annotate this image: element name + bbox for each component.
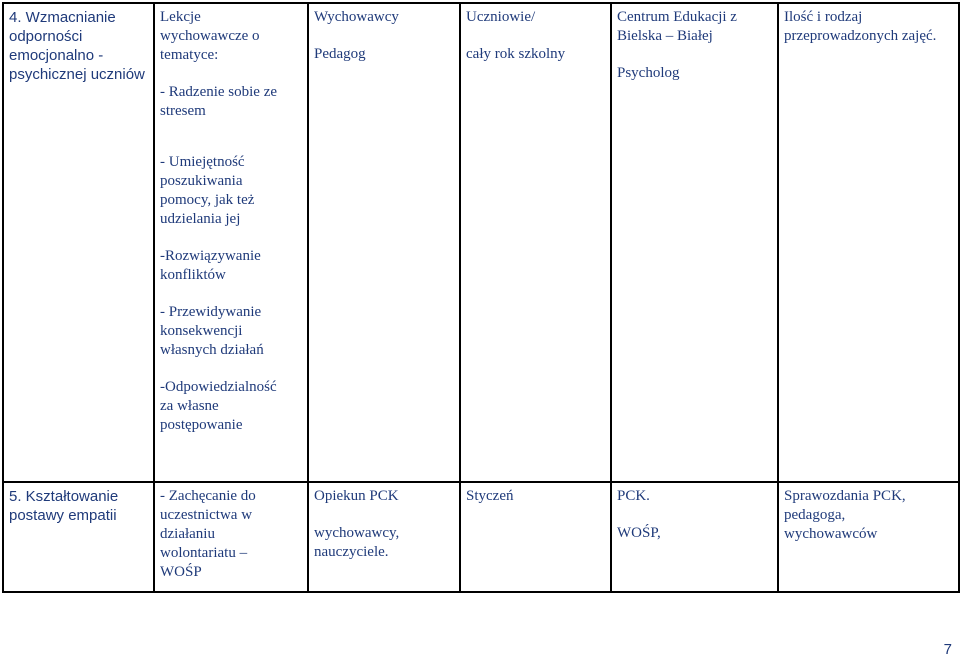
text-line: - Radzenie sobie ze bbox=[160, 84, 278, 100]
text-line: za własne bbox=[160, 398, 219, 414]
text-line: postępowanie bbox=[160, 417, 243, 433]
text-line: pedagoga, bbox=[784, 507, 846, 523]
text-line: udzielania jej bbox=[160, 211, 241, 227]
text-line: działaniu bbox=[160, 526, 215, 542]
activities-cell bbox=[154, 3, 308, 482]
target-term-cell bbox=[460, 3, 611, 482]
text-line: psychicznej uczniów bbox=[9, 66, 145, 83]
responsible-cell bbox=[308, 3, 460, 482]
text-line: Psycholog bbox=[617, 65, 680, 81]
text-line: odporności bbox=[9, 28, 83, 45]
text-line: Centrum Edukacji z bbox=[617, 9, 737, 25]
text-line: własnych działań bbox=[160, 342, 264, 358]
table-row bbox=[3, 482, 959, 592]
text-line: przeprowadzonych zajęć. bbox=[784, 28, 937, 44]
task-cell bbox=[3, 482, 154, 592]
partners-cell bbox=[611, 3, 778, 482]
responsible-cell bbox=[308, 482, 460, 592]
paragraph bbox=[160, 247, 303, 285]
text-line: tematyce: bbox=[160, 47, 219, 63]
paragraph bbox=[160, 153, 303, 229]
paragraph bbox=[160, 83, 303, 121]
page-number: 7 bbox=[943, 641, 952, 658]
activities-cell bbox=[154, 482, 308, 592]
evaluation-cell bbox=[778, 3, 959, 482]
partners-cell bbox=[611, 482, 778, 592]
text-line: postawy empatii bbox=[9, 507, 117, 524]
text-line: uczestnictwa w bbox=[160, 507, 253, 523]
text-line: wychowawcze o bbox=[160, 28, 260, 44]
text-line: WOŚP, bbox=[617, 525, 661, 541]
program-table bbox=[2, 2, 960, 593]
text-line: stresem bbox=[160, 103, 206, 119]
text-line: - Umiejętność bbox=[160, 154, 245, 170]
text-line: - Przewidywanie bbox=[160, 304, 262, 320]
text-line: -Odpowiedzialność bbox=[160, 379, 277, 395]
text-line: poszukiwania bbox=[160, 173, 243, 189]
text-line: WOŚP bbox=[160, 564, 202, 580]
text-line: -Rozwiązywanie bbox=[160, 248, 261, 264]
text-line: Ilość i rodzaj bbox=[784, 9, 863, 25]
text-line: konfliktów bbox=[160, 267, 226, 283]
text-line: Pedagog bbox=[314, 46, 366, 62]
paragraph bbox=[160, 378, 303, 435]
text-line: Lekcje bbox=[160, 9, 201, 25]
text-line: wychowawcy, bbox=[314, 525, 400, 541]
text-line: Opiekun PCK bbox=[314, 488, 399, 504]
text-line: wolontariatu – bbox=[160, 545, 248, 561]
paragraph bbox=[160, 8, 303, 65]
text-line: - Zachęcanie do bbox=[160, 488, 256, 504]
text-line: pomocy, jak też bbox=[160, 192, 255, 208]
text-line: nauczyciele. bbox=[314, 544, 389, 560]
text-line: wychowawców bbox=[784, 526, 878, 542]
text-line: Styczeń bbox=[466, 488, 514, 504]
text-line: Sprawozdania PCK, bbox=[784, 488, 906, 504]
task-cell bbox=[3, 3, 154, 482]
text-line: Wychowawcy bbox=[314, 9, 399, 25]
text-line: Uczniowie/ bbox=[466, 9, 536, 25]
target-term-cell bbox=[460, 482, 611, 592]
paragraph bbox=[160, 303, 303, 360]
text-line: cały rok szkolny bbox=[466, 46, 566, 62]
text-line: PCK. bbox=[617, 488, 650, 504]
text-line: konsekwencji bbox=[160, 323, 243, 339]
evaluation-cell bbox=[778, 482, 959, 592]
text-line: 4. Wzmacnianie bbox=[9, 9, 116, 26]
table-row bbox=[3, 3, 959, 482]
text-line: emocjonalno - bbox=[9, 47, 104, 64]
text-line: 5. Kształtowanie bbox=[9, 488, 119, 505]
text-line: Bielska – Białej bbox=[617, 28, 713, 44]
